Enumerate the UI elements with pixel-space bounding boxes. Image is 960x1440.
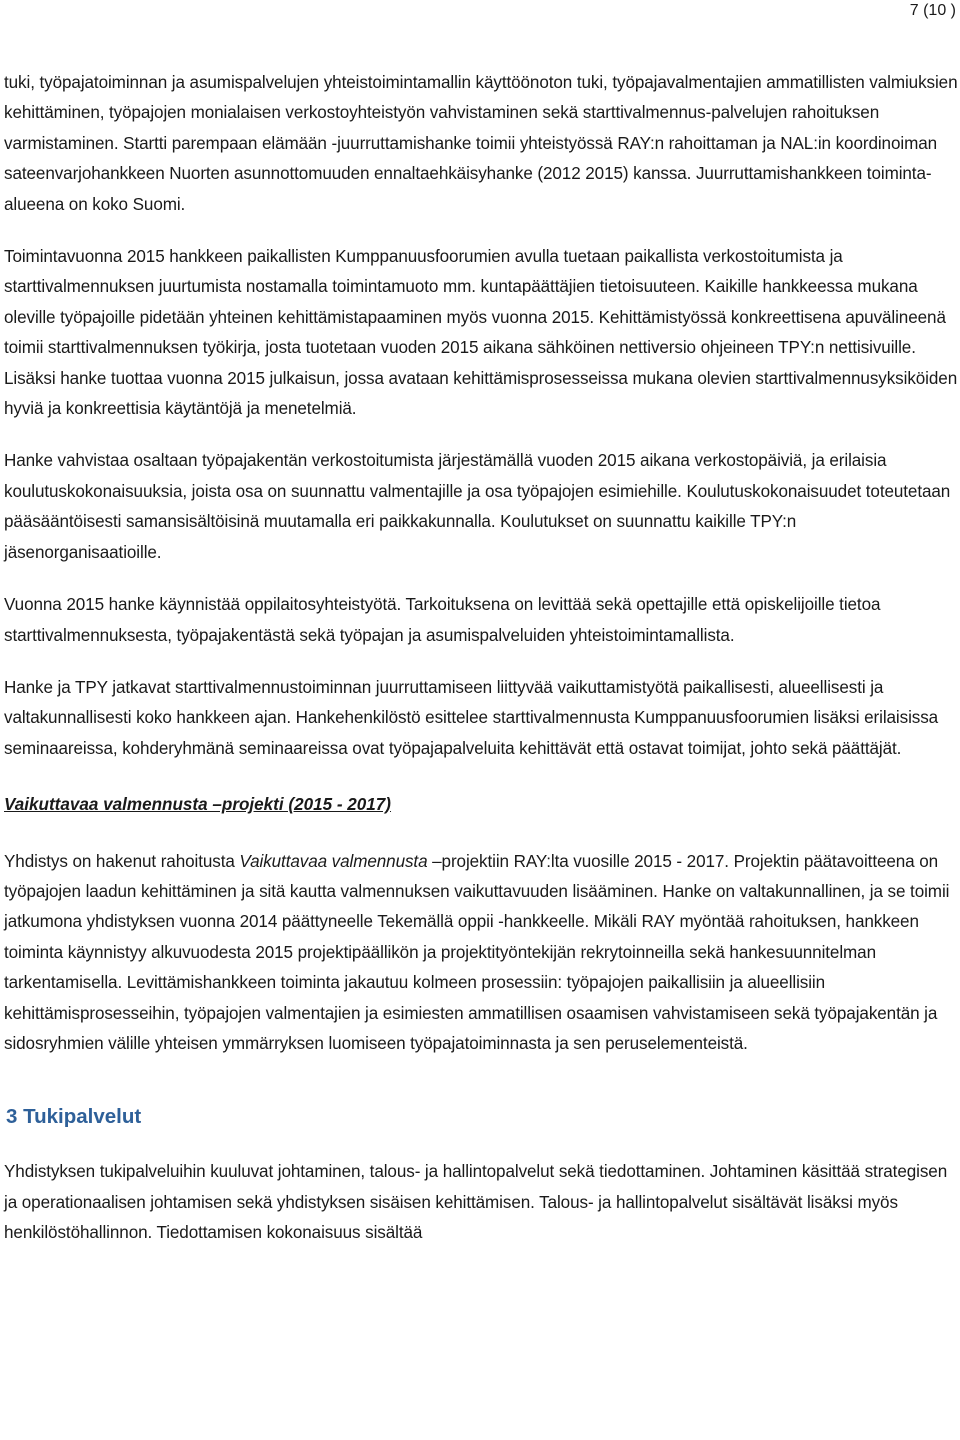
paragraph-startti-hanke: tuki, työpajatoiminnan ja asumispalvelujen yhteistoimintamallin käyttöönoton tuki, työpajavalmentajien ammatillisten valmiuksien kehittäminen, työpajojen monialaisen verkostoyhteistyön vahvistaminen sekä starttivalmennus-palvelujen rahoituksen varmistaminen. Startti parempaan elämään -juurruttamishanke toimii yhteistyössä RAY:n rahoittaman ja NAL:in koordinoiman sateenvarjohankkeen Nuorten asunnottomuuden ennaltaehkäisyhanke (2012 2015) kanssa. Juurruttamishankkeen toiminta-alueena on koko Suomi.	[4, 73, 958, 214]
document-body	[4, 68, 958, 1249]
paragraph-vaikuttamistyo: Hanke ja TPY jatkavat starttivalmennustoiminnan juurruttamiseen liittyvää vaikuttamistyötä paikallisesti, alueellisesti ja valtakunnallisesti koko hankkeen ajan. Hankehenkilöstö esittelee starttivalmennusta Kumppanuusfoorumien lisäksi erilaisissa seminaareissa, kohderyhmänä seminaareissa ovat työpajapalveluita kehittävät että ostavat toimijat, johto sekä päättäjät.	[4, 677, 939, 758]
paragraph-verkostoituminen: Hanke vahvistaa osaltaan työpajakentän verkostoitumista järjestämällä vuoden 2015 aikana verkostopäiviä, ja erilaisia koulutuskokonaisuuksia, joista osa on suunnattu valmentajille ja osa työpajojen esimiehille. Koulutuskokonaisuudet toteutetaan pääsääntöisesti samansisältöisinä muutamalla eri paikkakunnalla. Koulutukset on suunnattu kaikille TPY:n jäsenorganisaatioille.	[4, 451, 951, 562]
paragraph-vaikuttavaa-valmennusta	[4, 847, 958, 1060]
paragraph-oppilaitosyhteistyo: Vuonna 2015 hanke käynnistää oppilaitosyhteistyötä. Tarkoituksena on levittää sekä opettajille että opiskelijoille tietoa starttivalmennuksesta, työpajakentästä sekä työpajan ja asumispalveluiden yhteistoimintamallista.	[4, 595, 881, 645]
project-text-start: Yhdistys on hakenut rahoitusta	[4, 851, 240, 871]
page-number: 7 (10 )	[909, 2, 956, 19]
paragraph-tukipalvelut: Yhdistyksen tukipalveluihin kuuluvat johtaminen, talous- ja hallintopalvelut sekä tiedottaminen. Johtaminen käsittää strategisen ja operationaalisen johtamisen sekä yhdistyksen sisäisen kehittämisen. Talous- ja hallintopalvelut sisältävät lisäksi myös henkilöstöhallinnon. Tiedottamisen kokonaisuus sisältää	[4, 1162, 948, 1243]
paragraph-kumppanuusfoorumit: Toimintavuonna 2015 hankkeen paikallisten Kumppanuusfoorumien avulla tuetaan paikallista verkostoitumista ja starttivalmennuksen juurtumista nostamalla toimintamuoto mm. kuntapäättäjien tietoisuuteen. Kaikille hankkeessa mukana oleville työpajoille pidetään yhteinen kehittämistapaaminen myös vuonna 2015. Kehittämistyössä konkreettisena apuvälineenä toimii starttivalmennuksen työkirja, josta tuotetaan vuoden 2015 aikana sähköinen nettiversio ohjeineen TPY:n nettisivuille. Lisäksi hanke tuottaa vuonna 2015 julkaisun, jossa avataan kehittämisprosesseissa mukana olevien starttivalmennusyksiköiden hyviä ja konkreettisia käytäntöjä ja menetelmiä.	[4, 247, 958, 419]
project-section-title: Vaikuttavaa valmennusta –projekti (2015 - 2017)	[4, 795, 392, 815]
project-text-rest: –projektiin RAY:lta vuosille 2015 - 2017. Projektin päätavoitteena on työpajojen laadun kehittäminen ja sitä kautta valmennuksen vaikuttavuuden lisääminen. Hanke on valtakunnallinen, ja se toimii jatkumona yhdistyksen vuonna 2014 päättyneelle Tekemällä oppii -hankkeelle. Mikäli RAY myöntää rahoituksen, hankkeen toiminta käynnistyy alkuvuodesta 2015 projektipäällikön ja projektityöntekijän rekrytoinneilla sekä hankesuunnitelman tarkentamisella. Levittämishankkeen toiminta jakautuu kolmeen prosessiin: työpajojen paikallisiin ja alueellisiin kehittämisprosesseihin, työpajojen valmentajien ja esimiesten ammatillisen osaamisen vahvistamiseen sekä työpajakentän ja sidosryhmien välille yhteisen ymmärryksen luomiseen työpajatoiminnasta ja sen peruselementeistä.	[4, 851, 950, 1053]
project-name-italic: Vaikuttavaa valmennusta	[239, 851, 428, 871]
section-heading-tukipalvelut: 3 Tukipalvelut	[6, 1105, 142, 1129]
